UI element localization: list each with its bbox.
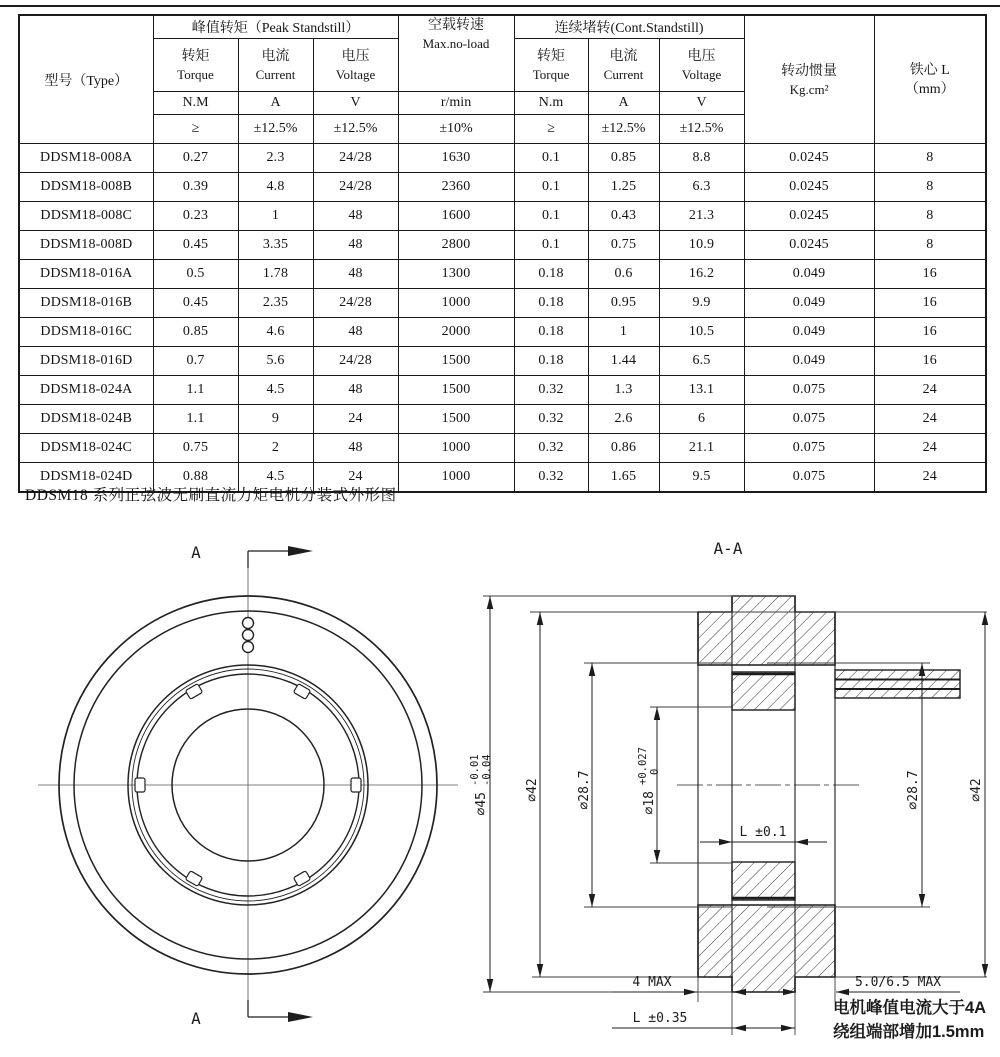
table-cell: DDSM18-024A <box>19 376 153 405</box>
tol-cont-current: ±12.5% <box>588 115 659 144</box>
section-view <box>469 539 987 1041</box>
table-cell: 0.075 <box>744 434 874 463</box>
table-cell: 0.32 <box>514 463 588 493</box>
table-cell: 0.23 <box>153 202 238 231</box>
col-header-cont-voltage: 电压 Voltage <box>659 39 744 92</box>
table-cell: 8 <box>874 144 986 173</box>
unit-peak-current: A <box>238 92 313 115</box>
noload-en: Max.no-load <box>422 36 490 51</box>
front-view <box>38 543 458 1028</box>
table-cell: 0.27 <box>153 144 238 173</box>
table-cell: 10.5 <box>659 318 744 347</box>
unit-peak-voltage: V <box>313 92 398 115</box>
table-cell: 6.5 <box>659 347 744 376</box>
col-header-peak-torque: 转矩 Torque <box>153 39 238 92</box>
table-row <box>19 405 986 434</box>
table-cell: DDSM18-016D <box>19 347 153 376</box>
table-cell: 0.32 <box>514 376 588 405</box>
spec-table <box>18 14 987 493</box>
col-group-cont: 连续堵转(Cont.Standstill) <box>514 15 744 39</box>
table-cell: DDSM18-024B <box>19 405 153 434</box>
dim-d42-right <box>969 778 984 801</box>
table-cell: 1300 <box>398 260 514 289</box>
table-cell: 1600 <box>398 202 514 231</box>
col-group-peak: 峰值转矩（Peak Standstill） <box>153 15 398 39</box>
table-cell: 24/28 <box>313 173 398 202</box>
stator-top-section <box>698 596 835 665</box>
dim-right-max-label: 5.0/6.5 MAX <box>854 975 942 990</box>
table-cell: 24 <box>313 463 398 493</box>
svg-text:-0.04: -0.04 <box>481 754 493 786</box>
table-cell: 0.18 <box>514 318 588 347</box>
table-cell: 0.32 <box>514 405 588 434</box>
table-cell: 9 <box>238 405 313 434</box>
table-row <box>19 289 986 318</box>
unit-peak-torque: N.M <box>153 92 238 115</box>
table-cell: 48 <box>313 434 398 463</box>
table-row <box>19 144 986 173</box>
svg-text:0: 0 <box>649 768 661 775</box>
unit-cont-current: A <box>588 92 659 115</box>
table-cell: 8.8 <box>659 144 744 173</box>
outline-drawing <box>0 530 1000 1057</box>
table-cell: 0.32 <box>514 434 588 463</box>
table-cell: DDSM18-016A <box>19 260 153 289</box>
table-cell: 1500 <box>398 405 514 434</box>
tol-peak-voltage: ±12.5% <box>313 115 398 144</box>
section-arrow-top <box>248 546 313 568</box>
table-cell: DDSM18-008C <box>19 202 153 231</box>
dim-len-overall-label: L ±0.35 <box>632 1011 688 1026</box>
table-cell: 3.35 <box>238 231 313 260</box>
table-cell: 16 <box>874 289 986 318</box>
table-cell: 0.1 <box>514 144 588 173</box>
table-cell: 0.049 <box>744 347 874 376</box>
table-cell: 4.6 <box>238 318 313 347</box>
dim-d45 <box>469 754 493 815</box>
table-cell: 8 <box>874 202 986 231</box>
table-cell: 0.7 <box>153 347 238 376</box>
table-cell: 0.0245 <box>744 173 874 202</box>
table-cell: 0.75 <box>588 231 659 260</box>
table-cell: 0.049 <box>744 289 874 318</box>
spec-table-body <box>19 144 986 493</box>
table-cell: 0.85 <box>153 318 238 347</box>
inertia-unit: Kg.cm² <box>789 81 829 97</box>
table-cell: 1000 <box>398 463 514 493</box>
col-header-peak-current: 电流 Current <box>238 39 313 92</box>
col-header-inertia <box>744 15 874 144</box>
table-cell: 16 <box>874 318 986 347</box>
table-cell: 1500 <box>398 347 514 376</box>
table-cell: 0.1 <box>514 173 588 202</box>
table-cell: 21.3 <box>659 202 744 231</box>
table-cell: 24/28 <box>313 144 398 173</box>
table-cell: 9.5 <box>659 463 744 493</box>
table-cell: 48 <box>313 376 398 405</box>
table-cell: 1500 <box>398 376 514 405</box>
note-line2: 绕组端部增加1.5mm <box>833 1023 985 1041</box>
dim-d42-left <box>525 778 540 801</box>
table-cell: 0.86 <box>588 434 659 463</box>
table-cell: 8 <box>874 173 986 202</box>
table-cell: 5.6 <box>238 347 313 376</box>
col-header-cont-torque: 转矩 Torque <box>514 39 588 92</box>
core-cn: 铁心 L <box>909 62 950 78</box>
col-header-noload <box>398 15 514 92</box>
table-cell: 2 <box>238 434 313 463</box>
table-row <box>19 202 986 231</box>
table-cell: 0.39 <box>153 173 238 202</box>
table-cell: 24/28 <box>313 289 398 318</box>
table-cell: 0.88 <box>153 463 238 493</box>
table-row <box>19 347 986 376</box>
table-cell: 0.075 <box>744 405 874 434</box>
note-line1: 电机峰值电流大于4A <box>833 999 987 1017</box>
rotor-top-section <box>732 672 795 710</box>
lead-wires <box>835 670 960 698</box>
table-cell: 2.6 <box>588 405 659 434</box>
table-cell: 1000 <box>398 289 514 318</box>
table-cell: 8 <box>874 231 986 260</box>
table-cell: 0.75 <box>153 434 238 463</box>
table-cell: 6.3 <box>659 173 744 202</box>
table-cell: 2800 <box>398 231 514 260</box>
table-cell: 24/28 <box>313 347 398 376</box>
wire-holes <box>243 618 254 653</box>
svg-text:+0.027: +0.027 <box>637 747 649 785</box>
section-label-a-bottom: A <box>191 1009 201 1028</box>
section-arrow-bottom <box>248 1000 313 1022</box>
table-cell: 16.2 <box>659 260 744 289</box>
svg-text:⌀28.7: ⌀28.7 <box>906 770 921 810</box>
unit-noload: r/min <box>398 92 514 115</box>
col-header-core <box>874 15 986 144</box>
table-cell: 24 <box>874 405 986 434</box>
dim-d287-right <box>906 770 921 809</box>
section-view-title: A-A <box>713 539 743 558</box>
table-cell: 13.1 <box>659 376 744 405</box>
table-cell: 0.45 <box>153 289 238 318</box>
table-cell: 1 <box>588 318 659 347</box>
table-row <box>19 376 986 405</box>
table-cell: 1.65 <box>588 463 659 493</box>
table-cell: 0.049 <box>744 260 874 289</box>
core-unit: （mm） <box>904 81 955 97</box>
table-cell: 0.075 <box>744 376 874 405</box>
table-cell: 0.95 <box>588 289 659 318</box>
table-cell: 0.18 <box>514 289 588 318</box>
drawing-caption: DDSM18 系列正弦波无刷直流力矩电机分装式外形图 <box>25 487 397 504</box>
table-cell: 0.45 <box>153 231 238 260</box>
table-cell: 24 <box>874 463 986 493</box>
page-top-rule <box>0 5 1000 7</box>
inertia-cn: 转动惯量 <box>781 63 838 79</box>
rotor-bottom-section <box>732 862 795 900</box>
table-cell: 4.5 <box>238 463 313 493</box>
table-cell: 1.78 <box>238 260 313 289</box>
table-cell: 0.1 <box>514 231 588 260</box>
svg-text:⌀18: ⌀18 <box>642 791 657 815</box>
table-cell: 4.5 <box>238 376 313 405</box>
table-cell: 2360 <box>398 173 514 202</box>
table-row <box>19 260 986 289</box>
table-cell: DDSM18-024D <box>19 463 153 493</box>
dim-d287-left <box>577 770 592 809</box>
table-cell: DDSM18-024C <box>19 434 153 463</box>
table-row <box>19 231 986 260</box>
table-cell: 24 <box>874 376 986 405</box>
table-cell: 1 <box>238 202 313 231</box>
svg-text:-0.01: -0.01 <box>469 754 481 786</box>
tol-peak-current: ±12.5% <box>238 115 313 144</box>
unit-cont-voltage: V <box>659 92 744 115</box>
table-cell: 2000 <box>398 318 514 347</box>
table-cell: 0.6 <box>588 260 659 289</box>
table-cell: 0.18 <box>514 260 588 289</box>
table-cell: 48 <box>313 231 398 260</box>
table-cell: 1.1 <box>153 376 238 405</box>
svg-text:⌀42: ⌀42 <box>525 778 540 802</box>
tol-peak-torque: ≥ <box>153 115 238 144</box>
dim-left-max-label: 4 MAX <box>632 975 672 990</box>
col-header-cont-current: 电流 Current <box>588 39 659 92</box>
section-label-a-top: A <box>191 543 201 562</box>
table-cell: 1.3 <box>588 376 659 405</box>
table-row <box>19 434 986 463</box>
table-cell: 9.9 <box>659 289 744 318</box>
table-cell: 0.0245 <box>744 202 874 231</box>
table-cell: DDSM18-008D <box>19 231 153 260</box>
stator-bottom-section <box>698 905 835 992</box>
table-cell: 1.25 <box>588 173 659 202</box>
table-cell: 0.075 <box>744 463 874 493</box>
svg-text:⌀42: ⌀42 <box>969 778 984 802</box>
table-cell: 2.35 <box>238 289 313 318</box>
table-cell: DDSM18-008A <box>19 144 153 173</box>
table-cell: 1.44 <box>588 347 659 376</box>
col-header-type: 型号（Type） <box>19 15 153 144</box>
table-cell: 0.5 <box>153 260 238 289</box>
table-cell: DDSM18-016B <box>19 289 153 318</box>
unit-cont-torque: N.m <box>514 92 588 115</box>
table-cell: 0.1 <box>514 202 588 231</box>
table-cell: 16 <box>874 347 986 376</box>
tol-cont-torque: ≥ <box>514 115 588 144</box>
table-cell: 0.18 <box>514 347 588 376</box>
table-row <box>19 318 986 347</box>
noload-cn: 空载转速 <box>428 18 485 33</box>
table-cell: 48 <box>313 202 398 231</box>
table-cell: 48 <box>313 260 398 289</box>
table-cell: 0.049 <box>744 318 874 347</box>
table-cell: 0.0245 <box>744 231 874 260</box>
table-cell: 4.8 <box>238 173 313 202</box>
table-cell: 0.85 <box>588 144 659 173</box>
table-cell: 16 <box>874 260 986 289</box>
tol-noload: ±10% <box>398 115 514 144</box>
svg-text:⌀45: ⌀45 <box>474 792 489 816</box>
table-cell: 24 <box>313 405 398 434</box>
table-cell: 6 <box>659 405 744 434</box>
table-cell: 1.1 <box>153 405 238 434</box>
dim-len-core-label: L ±0.1 <box>739 825 787 840</box>
table-cell: DDSM18-008B <box>19 173 153 202</box>
table-cell: DDSM18-016C <box>19 318 153 347</box>
tol-cont-voltage: ±12.5% <box>659 115 744 144</box>
table-cell: 0.0245 <box>744 144 874 173</box>
table-cell: 1630 <box>398 144 514 173</box>
table-cell: 48 <box>313 318 398 347</box>
table-cell: 1000 <box>398 434 514 463</box>
table-row <box>19 173 986 202</box>
table-cell: 21.1 <box>659 434 744 463</box>
table-cell: 0.43 <box>588 202 659 231</box>
table-cell: 10.9 <box>659 231 744 260</box>
table-cell: 24 <box>874 434 986 463</box>
table-cell: 2.3 <box>238 144 313 173</box>
col-header-peak-voltage: 电压 Voltage <box>313 39 398 92</box>
svg-text:⌀28.7: ⌀28.7 <box>577 770 592 810</box>
